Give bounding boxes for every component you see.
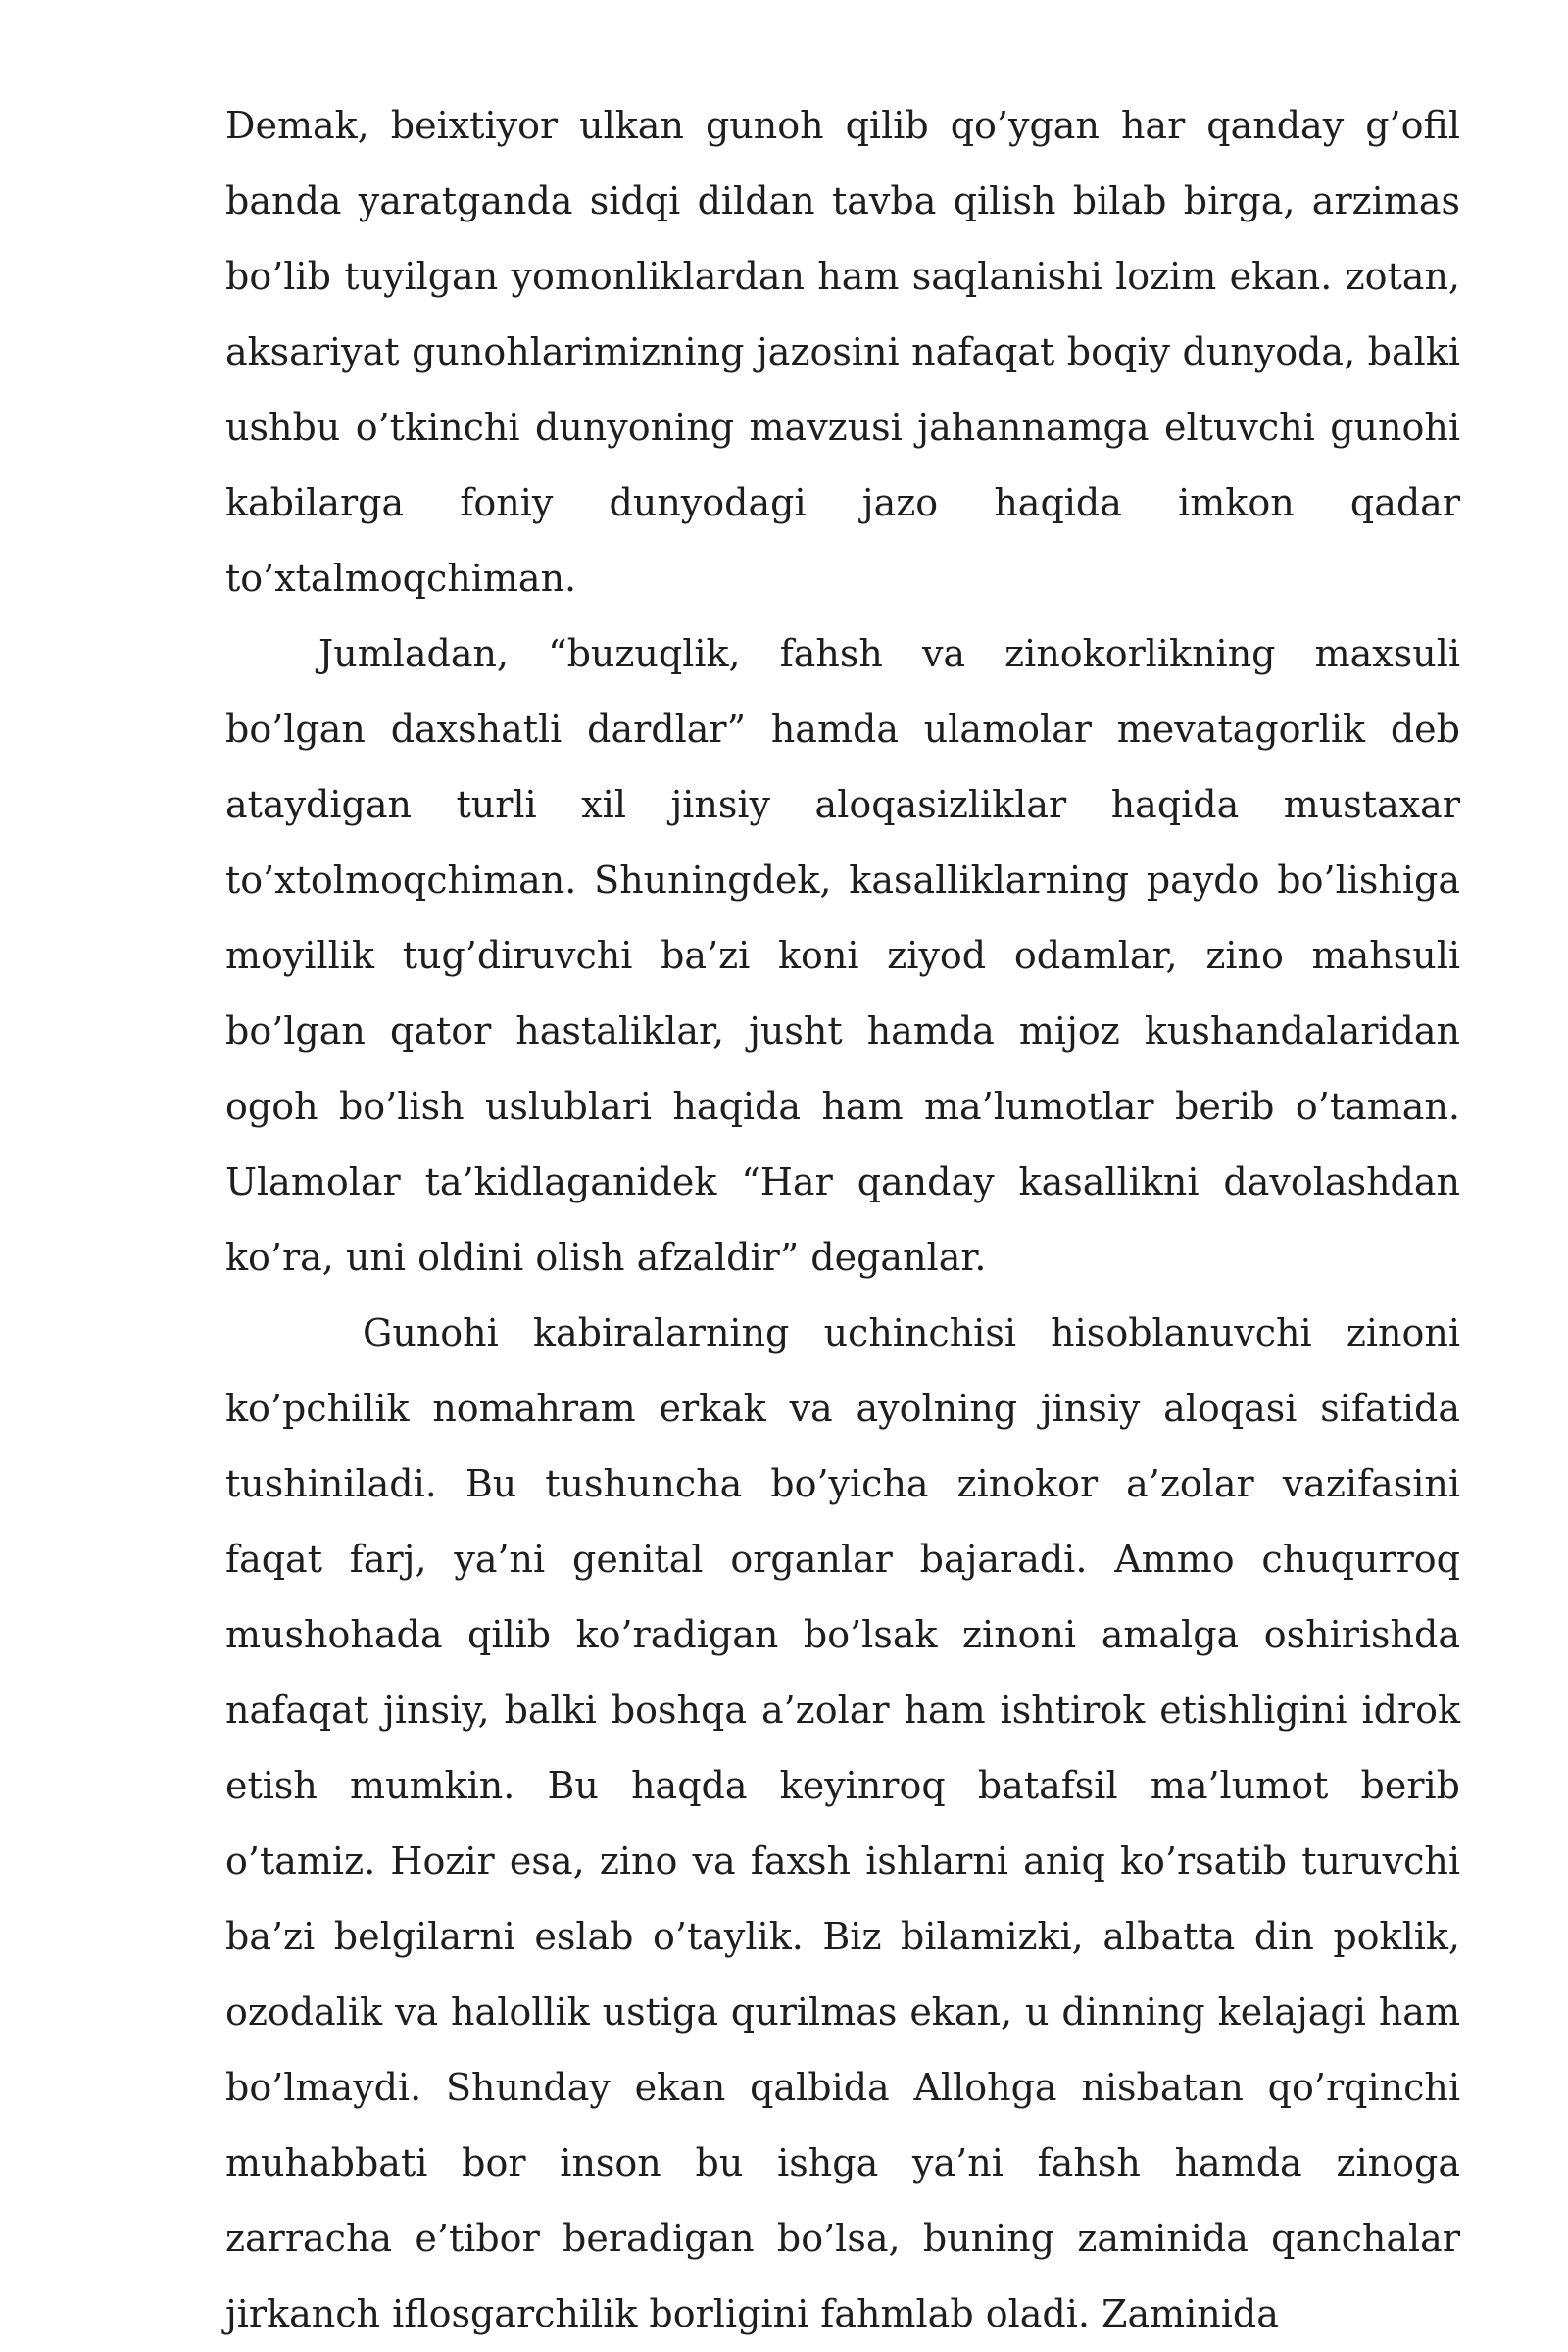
paragraph-1: Demak, beixtiyor ulkan gunoh qilib qo’ygan har qanday g’ofil banda yaratganda sidqi dildan tavba qilish bilab birga, arzimas bo’lib tuyilgan yomonliklardan ham saqlanishi lozim ekan. zotan, aksariyat gunohlarimizning jazosini nafaqat boqiy dunyoda, balki ushbu o’tkinchi dunyoning mavzusi jahannamga eltuvchi gunohi kabilarga foniy dunyodagi jazo haqida imkon qadar to’xtalmoqchiman.	[225, 104, 1460, 600]
paragraph-2: Jumladan, “buzuqlik, fahsh va zinokorlikning maxsuli bo’lgan daxshatli dardlar” hamda ulamolar mevatagorlik deb ataydigan turli xil jinsiy aloqasizliklar haqida mustaxar to’xtolmoqchiman. Shuningdek, kasalliklarning paydo bo’lishiga moyillik tug’diruvchi ba’zi koni ziyod odamlar, zino mahsuli bo’lgan qator hastaliklar, jusht hamda mijoz kushandalaridan ogoh bo’lish uslublari haqida ham ma’lumotlar berib o’taman. Ulamolar ta’kidlaganidek “Har qanday kasallikni davolashdan ko’ra, uni oldini olish afzaldir” deganlar.	[225, 632, 1460, 1279]
document-page	[225, 88, 1460, 2352]
paragraph-3: Gunohi kabiralarning uchinchisi hisoblanuvchi zinoni ko’pchilik nomahram erkak va ayolning jinsiy aloqasi sifatida tushiniladi. Bu tushuncha bo’yicha zinokor a’zolar vazifasini faqat farj, ya’ni genital organlar bajaradi. Ammo chuqurroq mushohada qilib ko’radigan bo’lsak zinoni amalga oshirishda nafaqat jinsiy, balki boshqa a’zolar ham ishtirok etishligini idrok etish mumkin. Bu haqda keyinroq batafsil ma’lumot berib o’tamiz. Hozir esa, zino va faxsh ishlarni aniq ko’rsatib turuvchi ba’zi belgilarni eslab o’taylik. Biz bilamizki, albatta din poklik, ozodalik va halollik ustiga qurilmas ekan, u dinning kelajagi ham bo’lmaydi. Shunday ekan qalbida Allohga nisbatan qo’rqinchi muhabbati bor inson bu ishga ya’ni fahsh hamda zinoga zarracha e’tibor beradigan bo’lsa, buning zaminida qanchalar jirkanch iflosgarchilik borligini fahmlab oladi. Zaminida	[225, 1311, 1460, 2335]
